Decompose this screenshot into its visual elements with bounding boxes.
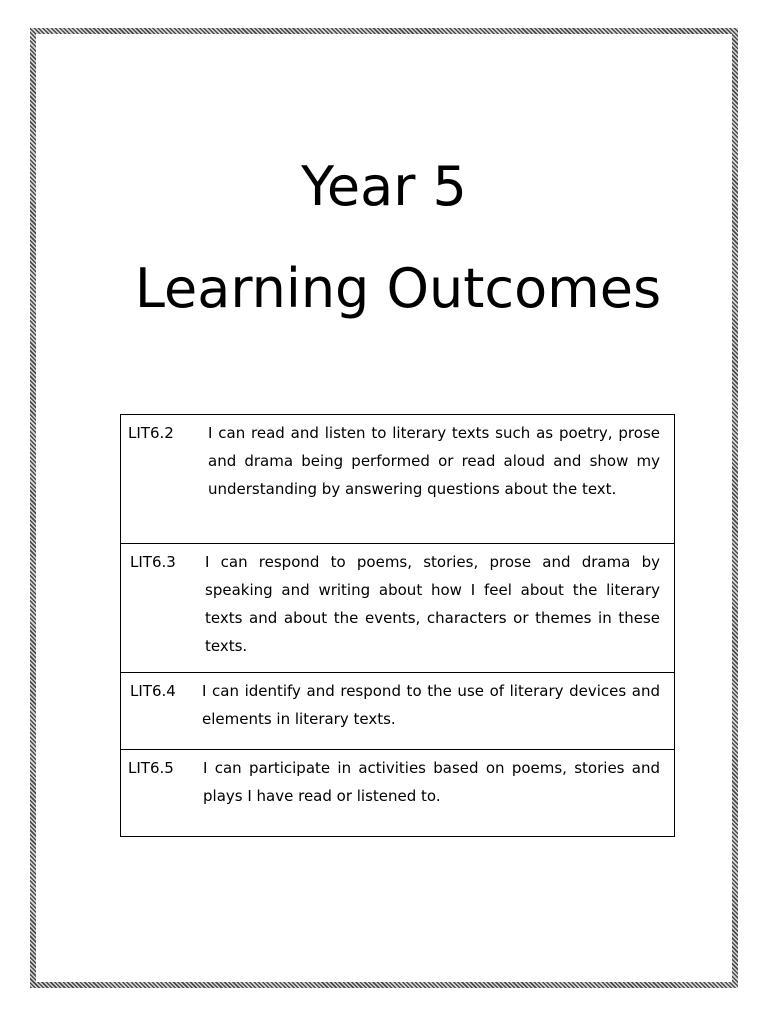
outcome-row — [121, 750, 674, 836]
outcome-text: I can identify and respond to the use of literary devices and elements in literary texts. — [202, 682, 660, 728]
outcome-code: LIT6.3 — [130, 553, 176, 571]
outcome-row — [121, 544, 674, 673]
outcome-code: LIT6.2 — [128, 424, 174, 442]
page-title-year: Year 5 — [301, 155, 467, 218]
outcome-text: I can read and listen to literary texts such as poetry, prose and drama being performed or read aloud and show my understanding by answering questions about the text. — [208, 424, 660, 498]
outcome-row — [121, 673, 674, 750]
outcomes-table — [120, 414, 675, 837]
page-title-learning-outcomes: Learning Outcomes — [134, 257, 662, 320]
outcome-row — [121, 415, 674, 544]
outcome-text: I can participate in activities based on poems, stories and plays I have read or listened to. — [203, 759, 660, 805]
outcome-code: LIT6.5 — [128, 759, 174, 777]
outcome-code: LIT6.4 — [130, 682, 176, 700]
outcome-text: I can respond to poems, stories, prose and drama by speaking and writing about how I feel about the literary texts and about the events, characters or themes in these texts. — [205, 553, 660, 655]
